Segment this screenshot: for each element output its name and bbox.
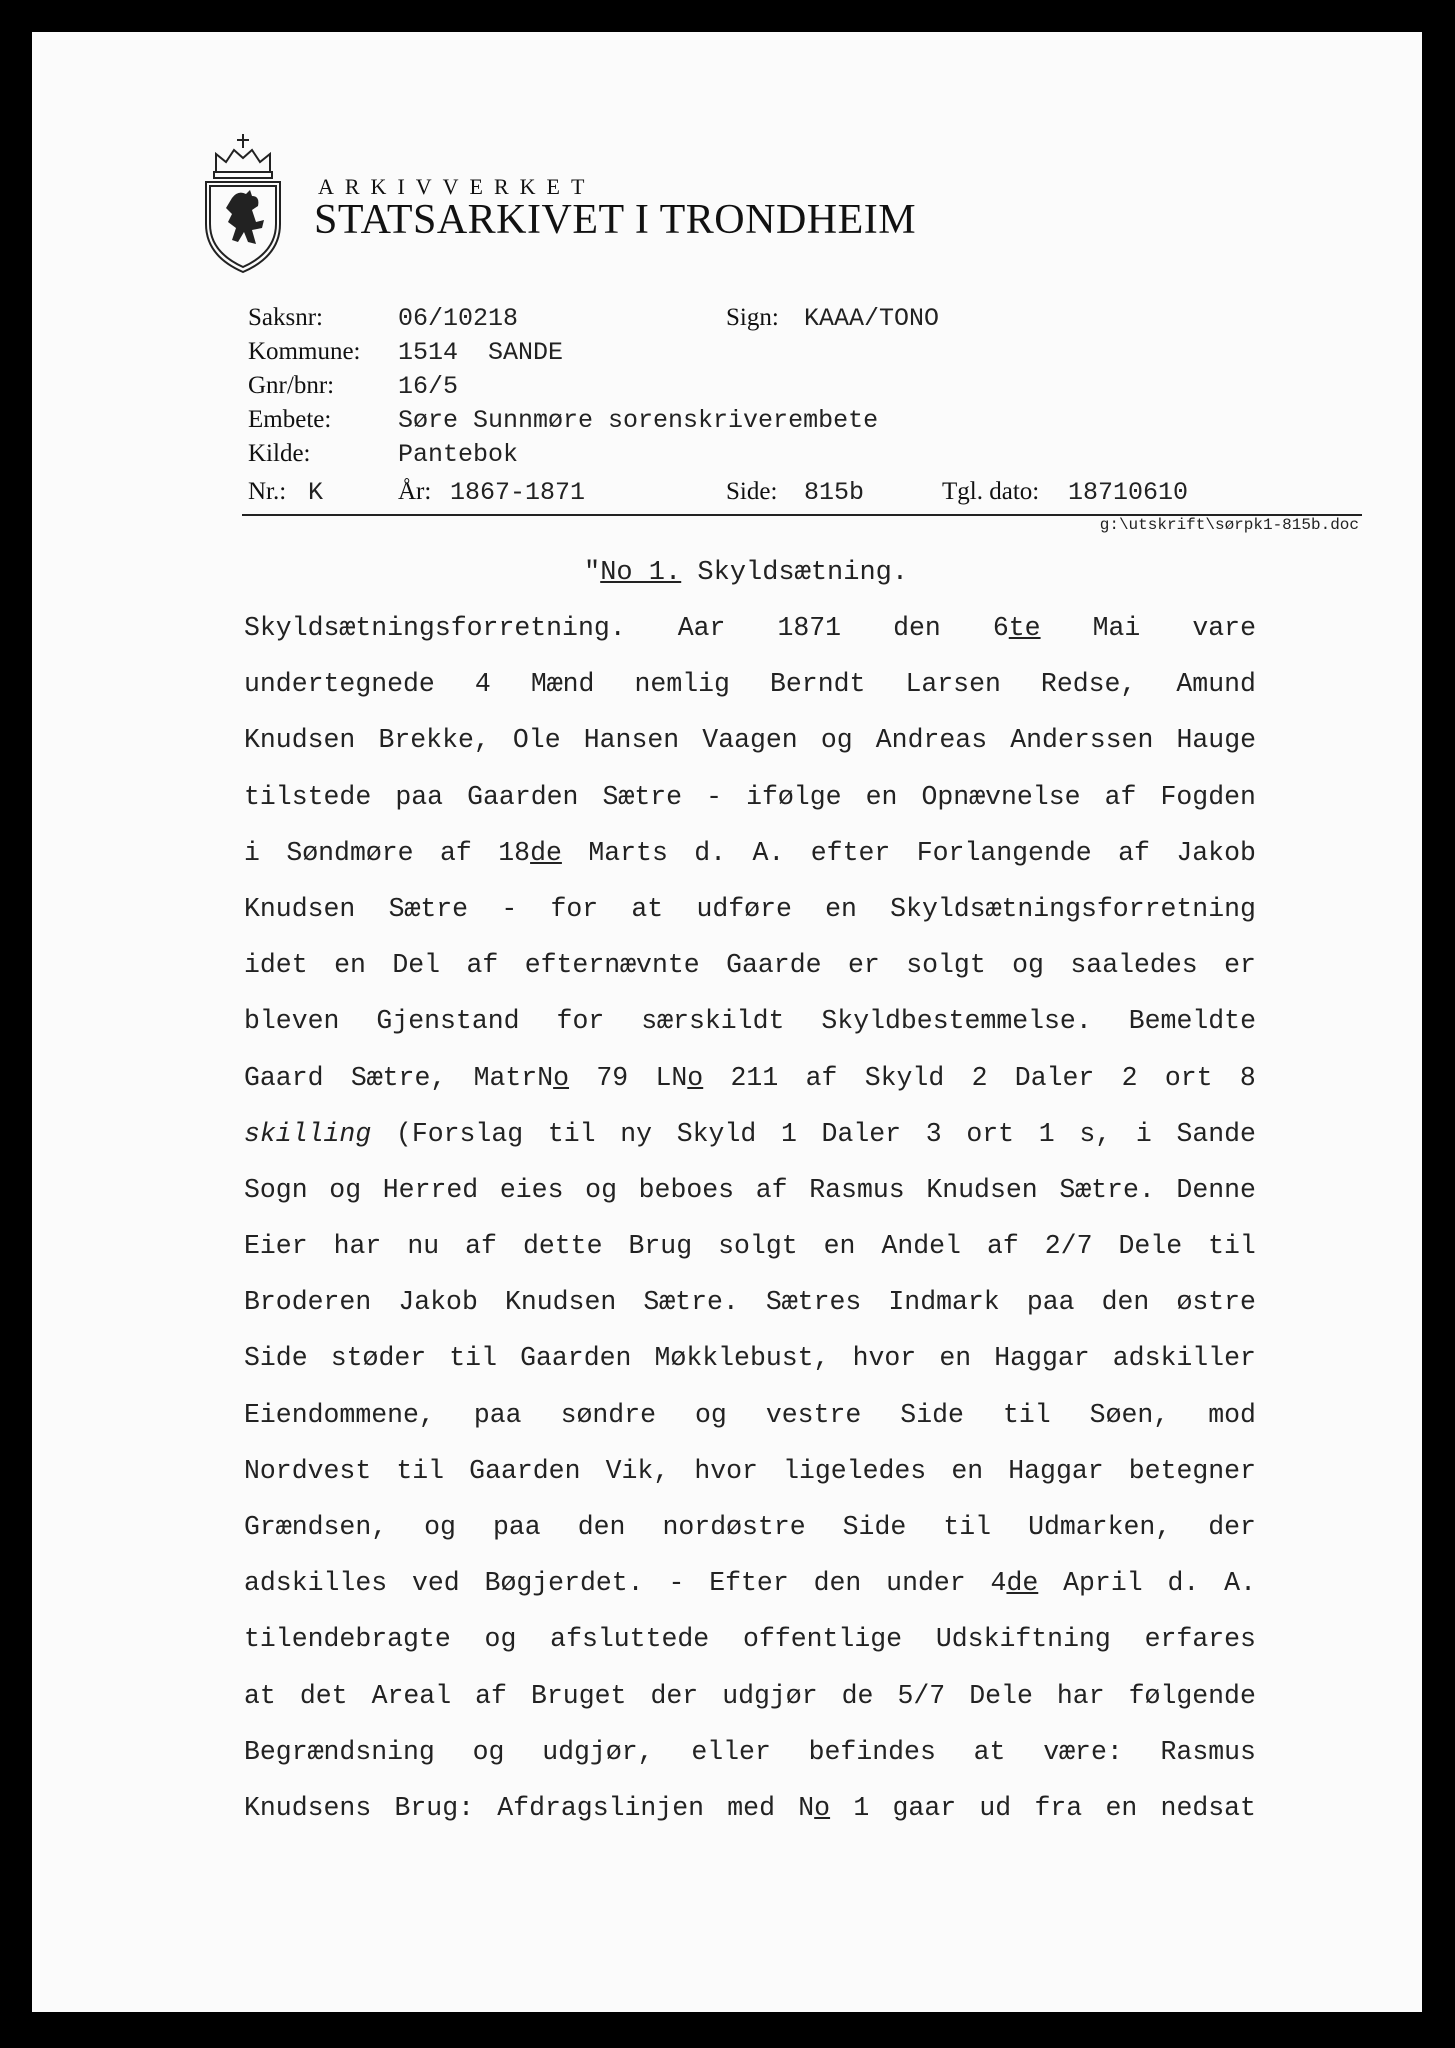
text-word: af — [805, 1062, 838, 1093]
text-word: Gaarden — [467, 781, 579, 812]
text-word: den — [893, 613, 941, 643]
text-line — [244, 1162, 1256, 1218]
text-word: Mai — [1092, 613, 1141, 643]
text-word: 211 — [730, 1062, 779, 1093]
text-word: fra — [1034, 1792, 1083, 1823]
text-line — [244, 1780, 1256, 1836]
text-word: (Forslag — [395, 1118, 524, 1149]
text-word: Afdragslinjen — [497, 1792, 705, 1823]
text-word: af — [475, 1680, 507, 1711]
text-word: Side — [842, 1512, 907, 1542]
text-word: Sogn — [244, 1174, 308, 1205]
text-word: og — [424, 1512, 456, 1542]
side-value: 815b — [804, 478, 865, 507]
text-word: ny — [620, 1118, 653, 1149]
text-word: og — [484, 1624, 517, 1655]
text-word: Indmark — [888, 1287, 1000, 1318]
text-line — [244, 825, 1256, 881]
text-word: dette — [522, 1231, 603, 1262]
text-word: Brekke, — [378, 725, 490, 756]
text-word: 18de — [498, 837, 562, 868]
text-word: Berndt — [769, 669, 866, 700]
text-word: ifølge — [746, 781, 842, 812]
text-line — [244, 1443, 1256, 1499]
text-word: Andreas — [875, 725, 988, 756]
text-word: Areal — [371, 1680, 452, 1711]
text-word: Skyldsætningsforretning. — [244, 613, 626, 643]
text-line — [244, 600, 1256, 656]
text-word: - — [706, 781, 723, 812]
kommune-value: 1514 SANDE — [398, 338, 564, 367]
kilde-label: Kilde: — [248, 440, 311, 467]
text-word: gaar — [892, 1792, 957, 1823]
text-word: Herred — [382, 1174, 479, 1205]
text-line — [244, 1274, 1256, 1330]
text-word: nemlig — [634, 669, 730, 700]
text-word: med — [727, 1792, 775, 1823]
text-word: af — [986, 1231, 1019, 1262]
text-word: Side — [900, 1399, 964, 1430]
text-line — [244, 1724, 1256, 1780]
text-word: særskildt — [641, 1006, 785, 1037]
text-word: udgjør — [722, 1680, 818, 1711]
text-word: hvor — [852, 1343, 917, 1374]
text-word: være: — [1043, 1736, 1123, 1767]
text-word: ort — [1164, 1062, 1213, 1093]
text-word: Møkklebust, — [654, 1343, 830, 1374]
text-word: der — [650, 1680, 699, 1711]
text-word: er — [1224, 950, 1256, 981]
text-word: Vaagen — [702, 725, 798, 756]
text-word: betegner — [1128, 1455, 1256, 1486]
text-word: bleven — [244, 1006, 340, 1037]
text-line — [244, 769, 1256, 825]
document-heading — [584, 558, 908, 588]
text-line — [244, 1106, 1256, 1162]
text-line — [244, 881, 1256, 937]
text-word: skilling — [244, 1118, 372, 1149]
text-word: vestre — [765, 1399, 862, 1430]
org-title: STATSARKIVET I TRONDHEIM — [314, 197, 917, 243]
text-word: ligeledes — [783, 1455, 927, 1486]
org-subtitle: ARKIVVERKET — [318, 174, 596, 199]
text-word: afsluttede — [550, 1624, 710, 1655]
text-line — [244, 1330, 1256, 1386]
text-word: Sætre. — [1059, 1174, 1155, 1205]
text-word: paa — [1026, 1287, 1075, 1318]
text-word: adskiller — [1112, 1343, 1256, 1374]
text-word: Sætre — [602, 781, 683, 812]
text-word: 4 — [474, 669, 491, 700]
kommune-label: Kommune: — [248, 338, 361, 365]
text-word: har — [1056, 1680, 1105, 1711]
text-word: og — [472, 1736, 505, 1767]
text-word: eller — [691, 1736, 771, 1767]
text-word: støder — [330, 1343, 427, 1374]
text-line — [244, 712, 1256, 768]
text-word: Skyld — [864, 1062, 945, 1093]
text-word: A. — [1224, 1568, 1256, 1599]
text-word: saaledes — [1070, 950, 1198, 981]
text-word: Vik, — [605, 1455, 670, 1486]
text-word: Jakob — [398, 1287, 478, 1318]
text-word: Hansen — [583, 725, 680, 756]
text-word: det — [299, 1680, 348, 1711]
text-word: Bruget — [530, 1680, 627, 1711]
text-word: til — [1002, 1399, 1051, 1430]
text-word: d. — [1167, 1568, 1200, 1599]
text-word: Søen, — [1089, 1399, 1170, 1430]
text-word: - — [501, 893, 518, 924]
text-word: Begrændsning — [244, 1736, 435, 1767]
text-word: Opnævnelse — [921, 781, 1081, 812]
text-word: 79 — [596, 1062, 629, 1093]
text-word: Nordvest — [244, 1455, 372, 1486]
text-word: en — [1105, 1792, 1138, 1823]
text-word: udføre — [696, 893, 792, 924]
text-word: 4de — [990, 1568, 1039, 1599]
text-word: Knudsens — [244, 1792, 372, 1823]
text-word: Brug — [628, 1231, 693, 1262]
saksnr-value: 06/10218 — [398, 304, 519, 333]
text-word: er — [847, 950, 880, 981]
text-word: Denne — [1176, 1174, 1256, 1205]
text-word: beboes — [638, 1174, 735, 1205]
text-word: de — [841, 1680, 874, 1711]
sign-label: Sign: — [726, 304, 779, 331]
text-word: i — [1135, 1118, 1152, 1149]
text-word: Dele — [1118, 1231, 1183, 1262]
text-word: Gaarden — [469, 1455, 581, 1486]
text-word: hvor — [694, 1455, 758, 1486]
text-word: søndre — [560, 1399, 657, 1430]
heading-number: No 1. — [600, 558, 682, 588]
text-word: Hauge — [1176, 725, 1256, 756]
text-word: Daler — [1014, 1062, 1095, 1093]
text-word: paa — [473, 1399, 522, 1430]
text-word: for — [550, 893, 599, 924]
text-word: Bemeldte — [1128, 1006, 1256, 1037]
text-word: den — [813, 1568, 862, 1599]
text-word: LNo — [655, 1062, 704, 1093]
gnr-value: 16/5 — [398, 372, 459, 401]
file-path: g:\utskrift\sørpk1-815b.doc — [1099, 516, 1359, 534]
text-word: paa — [493, 1512, 541, 1542]
text-word: og — [329, 1174, 362, 1205]
text-word: Knudsen — [926, 1174, 1038, 1205]
text-word: idet — [244, 950, 308, 981]
text-line — [244, 1387, 1256, 1443]
text-word: Efter — [709, 1568, 789, 1599]
text-word: udgjør, — [542, 1736, 654, 1767]
text-word: en — [823, 1231, 856, 1262]
text-word: Anderssen — [1010, 725, 1154, 756]
text-word: tilstede — [244, 781, 372, 812]
embete-value: Søre Sunnmøre sorenskriverembete — [398, 406, 879, 435]
text-word: har — [333, 1231, 382, 1262]
saksnr-label: Saksnr: — [248, 304, 323, 331]
text-word: at — [244, 1680, 276, 1711]
text-word: og — [585, 1174, 617, 1205]
text-word: paa — [395, 781, 444, 812]
text-word: til — [943, 1512, 992, 1542]
text-word: ud — [979, 1792, 1012, 1823]
text-word: Gaarden — [520, 1343, 632, 1374]
text-word: af — [466, 950, 499, 981]
text-word: Amund — [1176, 669, 1256, 700]
text-word: 6te — [992, 613, 1041, 643]
text-word: ved — [411, 1568, 460, 1599]
text-word: en — [865, 781, 898, 812]
text-word: Knudsen — [244, 725, 356, 756]
text-word: Mænd — [530, 669, 595, 700]
text-line — [244, 1611, 1256, 1667]
text-word: følgende — [1128, 1680, 1256, 1711]
text-word: østre — [1176, 1287, 1256, 1318]
text-word: adskilles — [244, 1568, 388, 1599]
text-word: Jakob — [1176, 837, 1256, 868]
text-word: en — [939, 1343, 972, 1374]
text-word: Sande — [1176, 1118, 1256, 1149]
text-word: af — [755, 1174, 788, 1205]
text-word: mod — [1208, 1399, 1256, 1430]
text-line — [244, 937, 1256, 993]
text-word: af — [440, 837, 472, 868]
text-word: Larsen — [905, 669, 1001, 700]
text-word: befindes — [808, 1736, 936, 1767]
text-word: af — [1104, 781, 1137, 812]
text-word: en — [825, 893, 857, 924]
text-word: Grændsen, — [244, 1512, 388, 1542]
text-word: Søndmøre — [286, 837, 414, 868]
transcription-body — [244, 600, 1256, 1836]
text-word: Aar — [677, 613, 726, 643]
text-word: Sætres — [765, 1287, 862, 1318]
text-word: Broderen — [244, 1287, 372, 1318]
text-word: Forlangende — [916, 837, 1092, 868]
text-word: at — [631, 893, 664, 924]
text-word: Daler — [821, 1118, 902, 1149]
text-line — [244, 1555, 1256, 1611]
nr-label: Nr.: — [248, 478, 287, 505]
text-line — [244, 1499, 1256, 1555]
text-word: vare — [1192, 613, 1256, 643]
text-word: Sætre — [388, 893, 469, 924]
text-word: Eiendommene, — [244, 1399, 435, 1430]
text-word: Dele — [969, 1680, 1033, 1711]
text-word: Fogden — [1160, 781, 1256, 812]
text-word: nu — [407, 1231, 440, 1262]
text-word: Knudsen — [504, 1287, 617, 1318]
text-word: Skyldsætningsforretning — [890, 893, 1256, 924]
text-word: 5/7 — [897, 1680, 946, 1711]
text-word: offentlige — [743, 1624, 903, 1655]
aar-value: 1867-1871 — [450, 478, 586, 507]
text-word: Gjenstand — [376, 1006, 520, 1037]
text-word: MatrNo — [473, 1062, 570, 1093]
text-word: under — [886, 1568, 966, 1599]
text-word: d. — [694, 837, 727, 868]
text-word: 2/7 — [1044, 1231, 1093, 1262]
text-word: 1 — [1038, 1118, 1055, 1149]
text-word: 1 — [853, 1792, 870, 1823]
gnr-label: Gnr/bnr: — [248, 372, 335, 399]
text-word: den — [577, 1512, 626, 1542]
text-word: og — [1012, 950, 1044, 981]
text-word: en — [951, 1455, 984, 1486]
text-word: No — [798, 1792, 831, 1823]
text-word: Andel — [881, 1231, 961, 1262]
text-word: Haggar — [1008, 1455, 1104, 1486]
text-word: Side — [244, 1343, 308, 1374]
text-word: 3 — [925, 1118, 942, 1149]
text-word: at — [973, 1736, 1006, 1767]
text-word: solgt — [906, 950, 986, 981]
text-word: Rasmus — [1160, 1736, 1256, 1767]
text-word: tilendebragte — [244, 1624, 451, 1655]
text-word: - — [668, 1568, 685, 1599]
text-word: til — [1208, 1231, 1256, 1262]
text-word: Sætre, — [350, 1062, 447, 1093]
aar-label: År: — [398, 478, 432, 505]
text-word: Gaard — [244, 1062, 324, 1093]
text-word: nedsat — [1160, 1792, 1256, 1823]
text-line — [244, 993, 1256, 1049]
text-word: A. — [752, 837, 785, 868]
text-word: efter — [810, 837, 891, 868]
coat-of-arms-logo — [202, 132, 284, 274]
text-word: Udskiftning — [935, 1624, 1111, 1655]
text-word: Brug: — [394, 1792, 475, 1823]
text-word: Eier — [244, 1231, 308, 1262]
heading-quote: " — [584, 558, 601, 588]
text-word: der — [1208, 1512, 1256, 1542]
text-line — [244, 1050, 1256, 1106]
text-word: og — [820, 725, 853, 756]
text-word: erfares — [1144, 1624, 1256, 1655]
text-word: Skyldbestemmelse. — [821, 1006, 1092, 1037]
nr-value: K — [308, 478, 324, 507]
text-line — [244, 1668, 1256, 1724]
sign-value: KAAA/TONO — [804, 304, 940, 333]
text-word: s, — [1079, 1118, 1112, 1149]
embete-label: Embete: — [248, 406, 332, 433]
text-word: til — [396, 1455, 445, 1486]
text-word: Knudsen — [244, 893, 356, 924]
text-word: Ole — [512, 725, 561, 756]
text-word: Redse, — [1040, 669, 1137, 700]
text-word: Marts — [588, 837, 668, 868]
text-word: 2 — [971, 1062, 988, 1093]
text-word: den — [1101, 1287, 1150, 1318]
text-word: Del — [392, 950, 441, 981]
text-line — [244, 1218, 1256, 1274]
side-label: Side: — [726, 478, 778, 505]
kilde-value: Pantebok — [398, 440, 519, 469]
text-word: eies — [499, 1174, 564, 1205]
text-word: undertegnede — [244, 669, 435, 700]
text-word: Sætre. — [643, 1287, 739, 1318]
text-word: af — [1118, 837, 1150, 868]
text-word: en — [334, 950, 366, 981]
text-word: Haggar — [994, 1343, 1090, 1374]
text-word: ort — [966, 1118, 1015, 1149]
text-word: til — [547, 1118, 596, 1149]
text-word: Gaarde — [726, 950, 822, 981]
tgl-dato-value: 18710610 — [1068, 478, 1189, 507]
text-word: Bøgjerdet. — [484, 1568, 644, 1599]
text-word: Rasmus — [809, 1174, 905, 1205]
text-word: og — [695, 1399, 727, 1430]
text-word: Udmarken, — [1028, 1512, 1172, 1542]
text-word: efternævnte — [524, 950, 700, 981]
text-word: nordøstre — [662, 1512, 806, 1542]
text-word: solgt — [718, 1231, 798, 1262]
text-word: 2 — [1121, 1062, 1138, 1093]
tgl-dato-label: Tgl. dato: — [942, 478, 1040, 505]
text-word: 1871 — [777, 613, 842, 643]
heading-title: Skyldsætning. — [681, 558, 909, 588]
text-word: i — [244, 837, 260, 868]
text-line — [244, 656, 1256, 712]
text-word: af — [465, 1231, 497, 1262]
text-word: Skyld — [676, 1118, 757, 1149]
text-word: for — [556, 1006, 605, 1037]
text-word: til — [449, 1343, 497, 1374]
text-word: 1 — [780, 1118, 797, 1149]
text-word: April — [1063, 1568, 1143, 1599]
text-word: 8 — [1239, 1062, 1256, 1093]
